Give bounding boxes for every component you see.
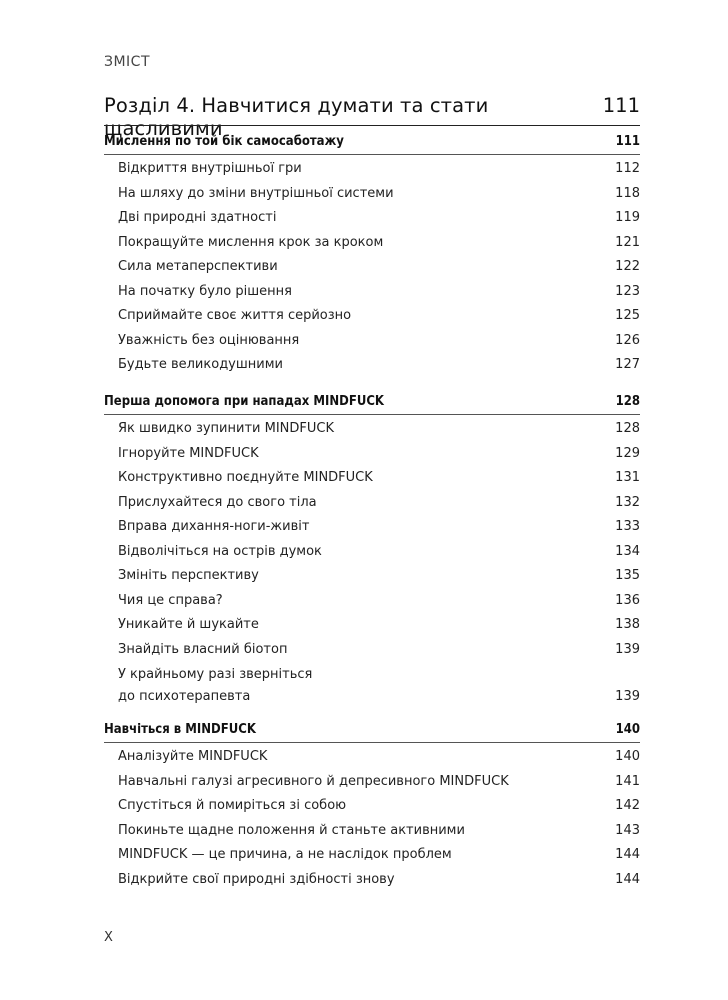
- section-heading: [104, 131, 640, 153]
- entry-page: 144: [615, 871, 640, 887]
- section-page: 128: [615, 394, 640, 409]
- section-heading: [104, 391, 640, 413]
- toc-entry: [104, 329, 640, 354]
- entry-title: Покиньте щадне положення й станьте активними: [118, 822, 465, 838]
- entry-page: 144: [615, 847, 640, 862]
- toc-entry: [104, 157, 640, 182]
- entry-title: Навчальні галузі агресивного й депресивного MINDFUCK: [118, 773, 509, 789]
- entry-title: Конструктивно поєднуйте MINDFUCK: [118, 470, 373, 485]
- entry-page: 118: [615, 185, 640, 201]
- section-rule: [104, 154, 640, 155]
- entry-page: 133: [615, 519, 640, 534]
- entry-title: Аналізуйте MINDFUCK: [118, 749, 268, 764]
- section-page: 140: [615, 722, 640, 737]
- chapter-rule: [104, 125, 640, 126]
- entry-page: 132: [615, 494, 640, 510]
- toc-section: [104, 719, 640, 892]
- toc-entry: [104, 868, 640, 893]
- entry-title: Будьте великодушними: [118, 357, 283, 372]
- entry-page: 122: [615, 259, 640, 274]
- entry-title: Прислухайтеся до свого тіла: [118, 494, 317, 510]
- toc-entry: [104, 206, 640, 231]
- entry-page: 142: [615, 798, 640, 813]
- running-head: ЗМІСТ: [104, 54, 151, 70]
- toc-entry: [104, 466, 640, 491]
- entry-title: Сила метаперспективи: [118, 259, 278, 274]
- toc-entry: [104, 638, 640, 663]
- toc-entry: [104, 255, 640, 280]
- toc-section: [104, 131, 640, 378]
- toc-entry: [104, 417, 640, 442]
- entry-page: 135: [615, 568, 640, 583]
- toc-entry: [104, 231, 640, 256]
- entry-title: Покращуйте мислення крок за кроком: [118, 234, 384, 250]
- toc-entry: [104, 819, 640, 844]
- entry-title: Відволічіться на острів думок: [118, 543, 322, 559]
- section-rule: [104, 414, 640, 415]
- entry-page: 128: [615, 421, 640, 436]
- entry-title: У крайньому разі зверніться до психотерапевта: [118, 667, 313, 704]
- toc-entry: [104, 304, 640, 329]
- section-title: Навчіться в MINDFUCK: [104, 722, 256, 737]
- page-folio: X: [104, 930, 113, 945]
- entry-page: 140: [615, 749, 640, 764]
- entry-page: 125: [615, 308, 640, 323]
- toc-entry: [104, 540, 640, 565]
- entry-title: Уникайте й шукайте: [118, 617, 259, 632]
- entry-page: 141: [615, 773, 640, 789]
- toc-entry: [104, 442, 640, 467]
- section-page: 111: [615, 134, 640, 149]
- entry-title: Уважність без оцінювання: [118, 332, 300, 348]
- entry-page: 131: [615, 470, 640, 485]
- toc-section: [104, 391, 640, 708]
- toc-entry: [104, 515, 640, 540]
- entry-title: Спустіться й помиріться зі собою: [118, 798, 347, 813]
- entry-title: Сприймайте своє життя серйозно: [118, 308, 352, 323]
- entry-title: Чия це справа?: [118, 592, 223, 608]
- entry-title: Знайдіть власний біотоп: [118, 641, 288, 657]
- chapter-page: 111: [602, 94, 640, 117]
- entry-page: 121: [615, 234, 640, 250]
- toc-entry: [104, 182, 640, 207]
- entry-page: 139: [615, 641, 640, 657]
- entry-title: Як швидко зупинити MINDFUCK: [118, 421, 334, 436]
- entry-title: Вправа дихання-ноги-живіт: [118, 519, 310, 534]
- entry-title: Дві природні здатності: [118, 210, 277, 225]
- toc-entry: [104, 613, 640, 638]
- toc-entry: [104, 353, 640, 378]
- section-title: Перша допомога при нападах MINDFUCK: [104, 394, 384, 409]
- chapter-title: Розділ 4. Навчитися думати та стати щасливими: [104, 94, 489, 140]
- section-title: Мислення по той бік самосаботажу: [104, 134, 344, 149]
- entry-page: 134: [615, 543, 640, 559]
- toc-entry: [104, 564, 640, 589]
- entry-page: 123: [615, 283, 640, 299]
- toc-entry: [104, 280, 640, 305]
- entry-page: 136: [615, 592, 640, 608]
- entry-title: Ігноруйте MINDFUCK: [118, 445, 259, 461]
- toc-entry: [104, 662, 640, 708]
- entry-page: 129: [615, 445, 640, 461]
- entry-page: 126: [615, 332, 640, 348]
- toc-entry: [104, 843, 640, 868]
- toc-entry: [104, 745, 640, 770]
- toc-entry: [104, 794, 640, 819]
- entry-title: На шляху до зміни внутрішньої системи: [118, 185, 394, 201]
- entry-page: 112: [615, 161, 640, 176]
- entry-page: 127: [615, 357, 640, 372]
- toc-entry: [104, 491, 640, 516]
- entry-page: 143: [615, 822, 640, 838]
- toc-entry: [104, 589, 640, 614]
- entry-title: На початку було рішення: [118, 283, 292, 299]
- entry-title: MINDFUCK — це причина, а не наслідок проблем: [118, 847, 452, 862]
- entry-page: 139: [615, 689, 640, 704]
- entry-page: 119: [615, 210, 640, 225]
- section-heading: [104, 719, 640, 741]
- entry-title: Відкриття внутрішньої гри: [118, 161, 302, 176]
- entry-title: Відкрийте свої природні здібності знову: [118, 871, 395, 887]
- entry-page: 138: [615, 617, 640, 632]
- entry-title: Змініть перспективу: [118, 568, 259, 583]
- section-rule: [104, 742, 640, 743]
- toc-entry: [104, 770, 640, 795]
